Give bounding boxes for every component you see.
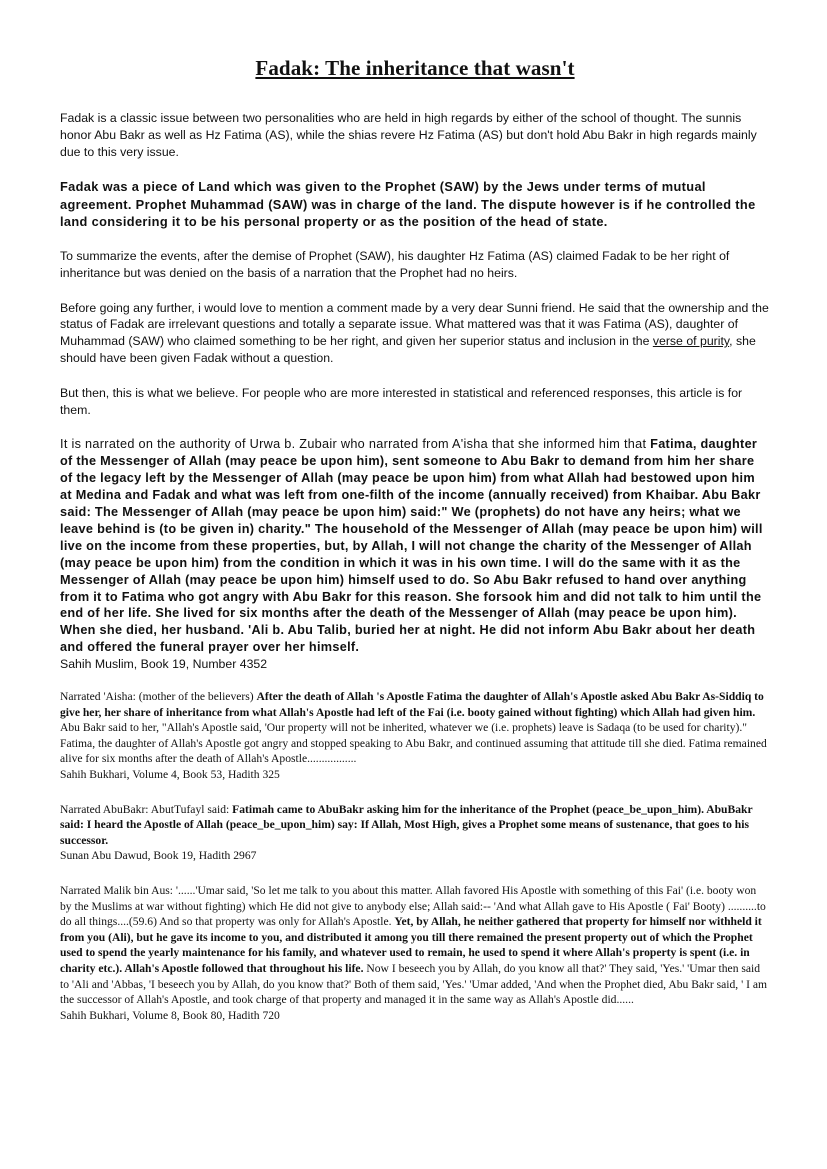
belief-paragraph: But then, this is what we believe. For people who are more interested in statistical and referenced responses, this article is for them.: [60, 385, 743, 417]
friend-comment-text-after: , she should have been given Fadak without a question.: [60, 334, 756, 365]
hadith-intro: Narrated 'Aisha: (mother of the believers): [60, 690, 257, 704]
hadith-sahih-muslim: [60, 436, 770, 673]
hadith-abu-dawud: [60, 802, 770, 864]
friend-comment-paragraph: [60, 300, 770, 367]
hadith-bold-text: Fatima, daughter of the Messenger of Allah (may peace be upon him), sent someone to Abu Bakr to demand from him her share of the legacy left by the Messenger of Allah (may peace be upon him) from what Allah had bestowed upon him at Medina and Fadak and what was left from one-filth of the income (annually received) from Khaibar. Abu Bakr said: The Messenger of Allah (may peace be upon him) said:" We (prophets) do not have any heirs; what we leave behind is (to be given in) charity." The household of the Messenger of Allah (may peace be upon him) will live on the income from these properties, but, by Allah, I will not change the charity of the Messenger of Allah (may peace be upon him) from the condition in which it was in his own time. I will do the same with it as the Messenger of Allah (may peace be upon him) himself used to do. So Abu Bakr refused to hand over anything from it to Fatima who got angry with Abu Bakr for this reason. She forsook him and did not talk to him until the end of her life. She lived for six months after the death of the Messenger of Allah (may peace be upon him). When she died, her husband. 'Ali b. Abu Talib, buried her at night. He did not inform Abu Bakr about her death and offered the funeral prayer over her himself.: [60, 437, 763, 655]
hadith-bukhari-325: [60, 689, 770, 783]
hadith-bukhari-720: [60, 883, 770, 1023]
hadith-reference: Sunan Abu Dawud, Book 19, Hadith 2967: [60, 849, 257, 863]
hadith-bold-text: Yet, by Allah, he neither gathered that property for himself nor withheld it from you (Ali), but he gave its income to you, and distributed it among you till there remained the present property out of which the Prophet used to spend the yearly maintenance for his family, and whatever used to remain, he used to spend it where Allah's property is spent (i.e. in charity etc.). Allah's Apostle followed that throughout his life.: [60, 915, 762, 975]
hadith-bold-text: Fatimah came to AbuBakr asking him for the inheritance of the Prophet (peace_be_upon_him). AbuBakr said: I heard the Apostle of Allah (peace_be_upon_him) say: If Allah, Most High, gives a Prophet some means of sustenance, that goes to his successor.: [60, 802, 753, 847]
friend-comment-text-before: Before going any further, i would love to mention a comment made by a very dear Sunni friend. He said that the ownership and the status of Fadak are irrelevant questions and totally a separate issue. What mattered was that it was Fatima (AS), daughter of Muhammad (SAW) who claimed something to be her right, and given her superior status and inclusion in the: [60, 300, 769, 349]
hadith-intro: Narrated AbuBakr: AbutTufayl said:: [60, 802, 233, 816]
hadith-bold-text: After the death of Allah 's Apostle Fatima the daughter of Allah's Apostle asked Abu Bakr As-Siddiq to give her, her share of inheritance from what Allah's Apostle had left of the Fai (i.e. booty gained without fighting) which Allah had given him.: [60, 690, 764, 719]
fadak-description-paragraph: Fadak was a piece of Land which was given to the Prophet (SAW) by the Jews under terms of mutual agreement. Prophet Muhammad (SAW) was in charge of the land. The dispute however is if he controlled the land considering it to be his personal property or as the position of the head of state.: [60, 179, 756, 229]
hadith-reference: Sahih Bukhari, Volume 4, Book 53, Hadith 325: [60, 768, 280, 782]
intro-paragraph: Fadak is a classic issue between two personalities who are held in high regards by either of the school of thought. The sunnis honor Abu Bakr as well as Hz Fatima (AS), while the shias revere Hz Fatima (AS) but don't hold Abu Bakr in high regards mainly due to this very issue.: [60, 111, 757, 159]
hadith-reference: Sahih Bukhari, Volume 8, Book 80, Hadith 720: [60, 1008, 280, 1022]
verse-of-purity-link[interactable]: verse of purity: [652, 334, 730, 349]
hadith-reference: Sahih Muslim, Book 19, Number 4352: [60, 657, 268, 672]
hadith-rest-text: Abu Bakr said to her, "Allah's Apostle said, 'Our property will not be inherited, whatever we (i.e. prophets) leave is Sadaqa (to be used for charity)." Fatima, the daughter of Allah's Apostle got angry and stopped speaking to Abu Bakr, and continued assuming that attitude till she died. Fatima remained alive for six months after the death of Allah's Apostle.................: [60, 721, 767, 766]
hadith-rest-text: Now I beseech you by Allah, do you know all that?' They said, 'Yes.' 'Umar then said to 'Ali and 'Abbas, 'I beseech you by Allah, do you know that?' Both of them said, 'Yes.' 'Umar added, 'And when the Prophet died, Abu Bakr said, ' I am the successor of Allah's Apostle, and took charge of that property and managed it in the same way as Allah's Apostle did......: [60, 961, 768, 1007]
hadith-intro: It is narrated on the authority of Urwa b. Zubair who narrated from A'isha that she informed him that: [60, 437, 651, 452]
document-page: [60, 56, 770, 1042]
summary-paragraph: To summarize the events, after the demise of Prophet (SAW), his daughter Hz Fatima (AS) claimed Fadak to be her right of inheritance but was denied on the basis of a narration that the Prophet had no heirs.: [60, 249, 730, 280]
hadith-intro: Narrated Malik bin Aus: '......'Umar said, 'So let me talk to you about this matter. Allah favored His Apostle with something of this Fai' (i.e. booty won by the Muslims at war without fighting) which He did not give to anybody else; Allah said:-- 'And what Allah gave to His Apostle ( Fai' Booty) ..........to do all things....(59.6) And so that property was only for Allah's Apostle.: [60, 884, 766, 929]
page-title: Fadak: The inheritance that wasn't: [255, 56, 575, 80]
